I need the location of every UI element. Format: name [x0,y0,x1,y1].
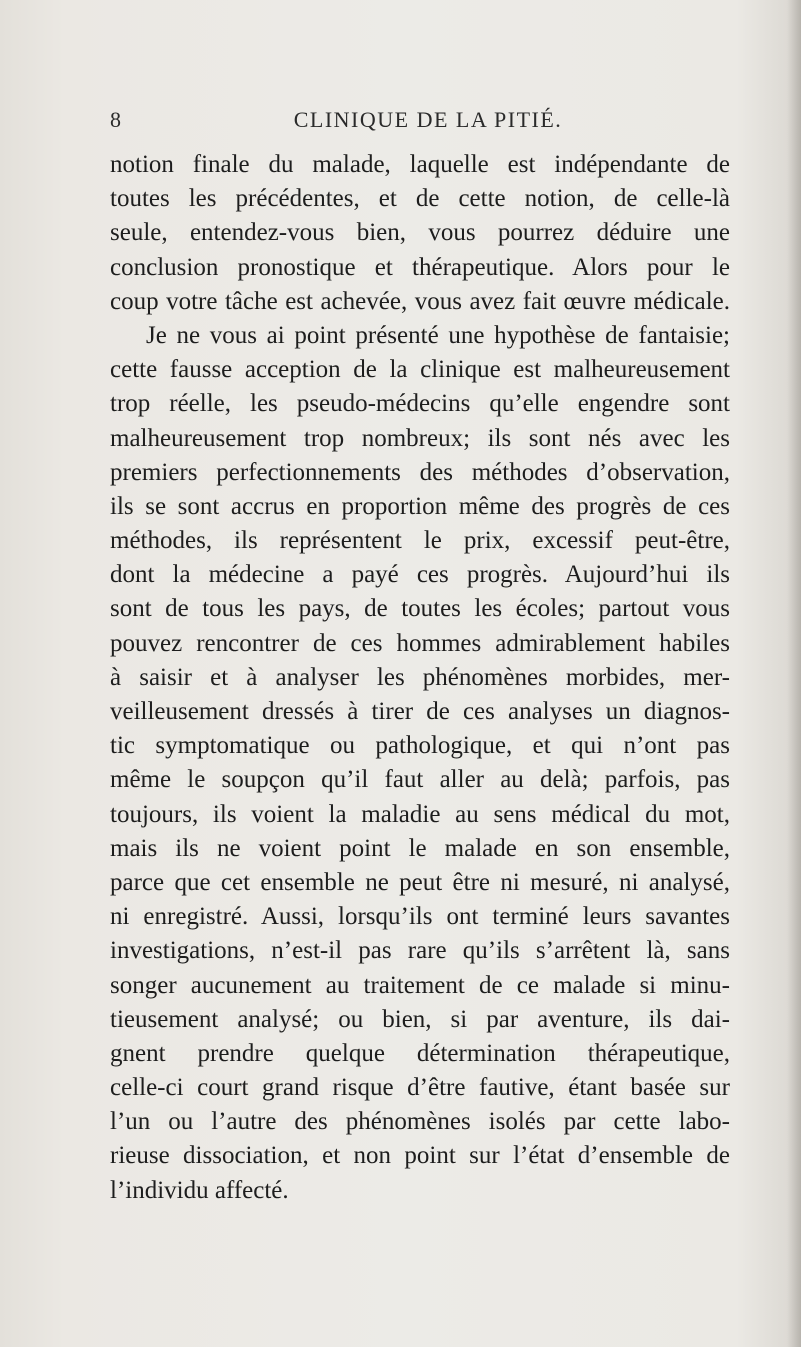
running-head: CLINIQUE DE LA PITIÉ. [293,107,563,132]
text-line: notion finale du malade, laquelle est indépendante de [110,151,730,178]
text-line: seule, entendez-vous bien, vous pourrez déduire une [110,219,730,247]
text-line: premiers perfectionnements des méthodes d’observation, [110,458,730,486]
text-line: songer aucunement au traitement de ce malade si minu- [110,971,730,999]
page-edge-shadow [787,0,801,1347]
text-line: tieusement analysé; ou bien, si par aventure, ils dai- [110,1005,730,1033]
text-line: sont de tous les pays, de toutes les écoles; partout vous [110,595,730,623]
text-line: mais ils ne voient point le malade en son ensemble, [110,834,730,862]
text-line: investigations, n’est-il pas rare qu’ils s’arrêtent là, sans [110,937,730,965]
text-line: l’individu affecté. [110,1176,289,1204]
text-line: à saisir et à analyser les phénomènes morbides, mer- [110,663,730,691]
text-line: toutes les précédentes, et de cette notion, de celle-là [110,185,730,213]
text-line: veilleusement dressés à tirer de ces analyses un diagnos- [110,698,730,725]
text-line: cette fausse acception de la clinique est malheureusement [110,356,730,384]
text-line: dont la médecine a payé ces progrès. Aujourd’hui ils [110,561,730,589]
text-line: même le soupçon qu’il faut aller au delà; parfois, pas [110,766,730,794]
text-line: gnent prendre quelque détermination thérapeutique, [110,1039,730,1067]
text-line: toujours, ils voient la maladie au sens médical du mot, [110,800,730,828]
page-number: 8 [110,107,121,132]
text-line: conclusion pronostique et thérapeutique. Alors pour le [110,253,730,281]
text-line: tic symptomatique ou pathologique, et qui n’ont pas [110,732,730,760]
text-line: Je ne vous ai point présenté une hypothèse de fantaisie; [146,321,730,349]
text-line: ni enregistré. Aussi, lorsqu’ils ont terminé leurs savantes [110,903,730,931]
text-line: ils se sont accrus en proportion même des progrès de ces [110,492,730,520]
page-header [110,106,730,146]
text-line: malheureusement trop nombreux; ils sont nés avec les [110,424,730,452]
text-line: celle-ci court grand risque d’être fautive, étant basée sur [110,1074,730,1102]
text-line: rieuse dissociation, et non point sur l’état d’ensemble de [110,1142,730,1170]
text-line: pouvez rencontrer de ces hommes admirablement habiles [110,629,730,657]
body-text [110,148,730,1208]
text-line: méthodes, ils représentent le prix, excessif peut-être, [110,527,730,555]
text-line: trop réelle, les pseudo-médecins qu’elle engendre sont [110,390,730,418]
text-line: coup votre tâche est achevée, vous avez fait œuvre médicale. [110,287,730,315]
text-line: l’un ou l’autre des phénomènes isolés par cette labo- [110,1108,730,1136]
text-line: parce que cet ensemble ne peut être ni mesuré, ni analysé, [110,868,730,896]
